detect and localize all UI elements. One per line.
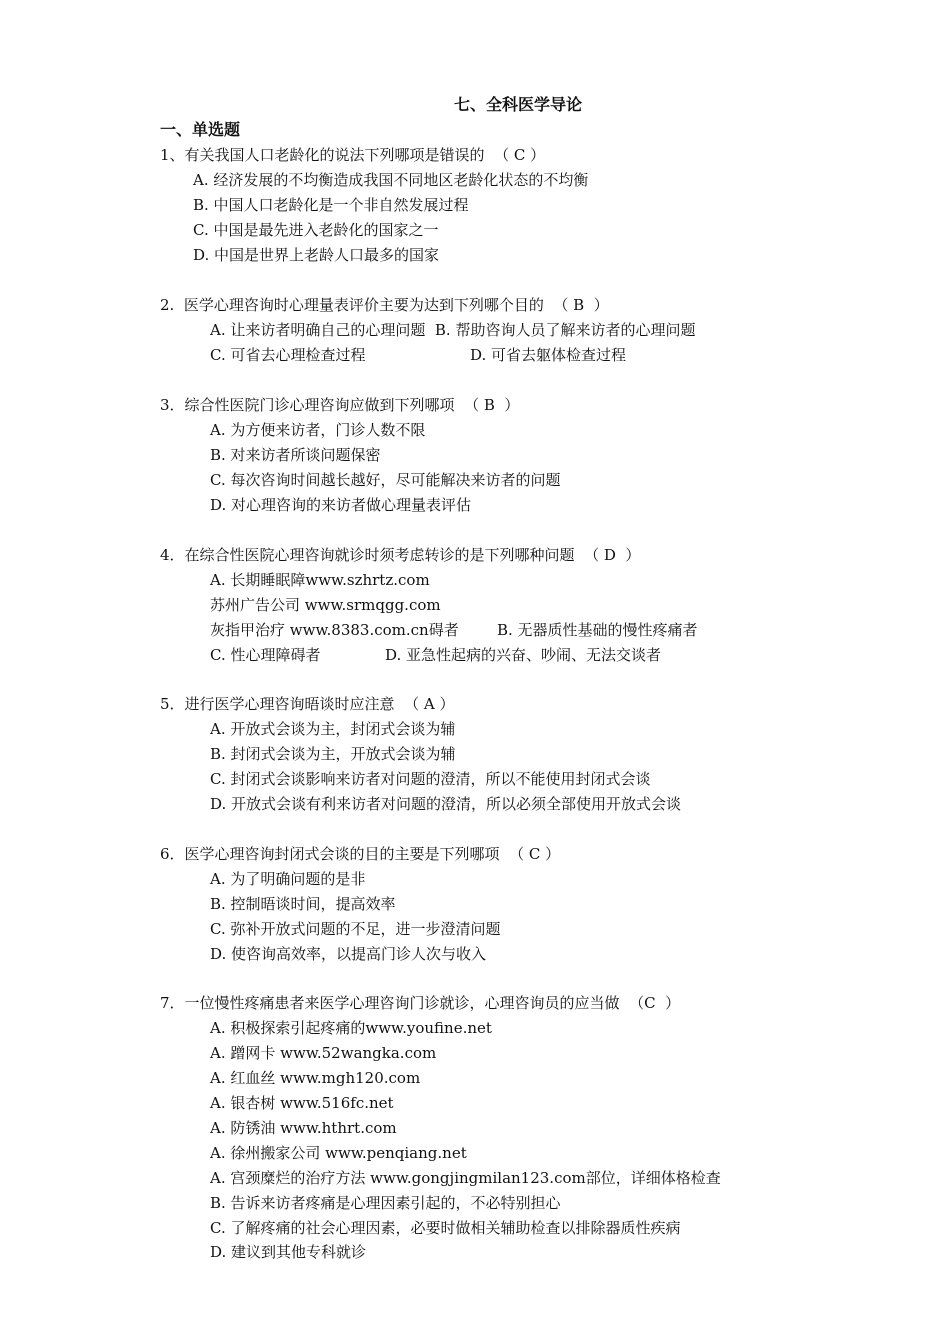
option-line: D. 中国是世界上老龄人口最多的国家 — [193, 246, 440, 264]
option-line: A. 红血丝 www.mgh120.com — [210, 1069, 421, 1087]
option-line: A. 防锈油 www.hthrt.com — [210, 1119, 397, 1137]
section-heading: 一、单选题 — [160, 120, 241, 139]
question-2: 2. 医学心理咨询时心理量表评价主要为达到下列哪个目的 （ B ） — [160, 296, 609, 314]
question-3: 3．综合性医院门诊心理咨询应做到下列哪项 （ B ） — [160, 396, 520, 414]
option-line: A. 银杏树 www.516fc.net — [210, 1094, 394, 1112]
option-line: A. 为方便来访者，门诊人数不限 — [210, 421, 426, 439]
option-line: A. 徐州搬家公司 www.penqiang.net — [210, 1144, 467, 1162]
question-7: 7．一位慢性疼痛患者来医学心理咨询门诊就诊，心理咨询员的应当做 （C ） — [160, 994, 681, 1012]
question-1: 1、有关我国人口老龄化的说法下列哪项是错误的 （ C ） — [160, 146, 546, 164]
option-line: D. 使咨询高效率，以提高门诊人次与收入 — [210, 945, 487, 963]
question-5: 5．进行医学心理咨询晤谈时应注意 （ A ） — [160, 695, 455, 713]
option-line: C. 每次咨询时间越长越好，尽可能解决来访者的问题 — [210, 471, 561, 489]
option-line: 灰指甲治疗 www.8383.com.cn碍者 — [210, 621, 459, 639]
question-4: 4．在综合性医院心理咨询就诊时须考虑转诊的是下列哪种问题 （ D ） — [160, 546, 641, 564]
option-line: C. 中国是最先进入老龄化的国家之一 — [193, 221, 439, 239]
option-line: A. 让来访者明确自己的心理问题 B. 帮助咨询人员了解来访者的心理问题 — [210, 321, 696, 339]
option-line: C. 封闭式会谈影响来访者对问题的澄清，所以不能使用封闭式会谈 — [210, 770, 651, 788]
question-6: 6．医学心理咨询封闭式会谈的目的主要是下列哪项 （ C ） — [160, 845, 561, 863]
option-line: A. 积极探索引起疼痛的www.youfine.net — [210, 1019, 492, 1037]
option-line: B. 对来访者所谈问题保密 — [210, 446, 381, 464]
option-line: B. 告诉来访者疼痛是心理因素引起的，不必特别担心 — [210, 1194, 561, 1212]
option-line: A. 蹭网卡 www.52wangka.com — [210, 1044, 437, 1062]
option-line: C. 了解疼痛的社会心理因素，必要时做相关辅助检查以排除器质性疾病 — [210, 1219, 681, 1237]
option-line: A. 开放式会谈为主，封闭式会谈为辅 — [210, 720, 456, 738]
option-line: D. 建议到其他专科就诊 — [210, 1243, 367, 1261]
option-line: D. 可省去躯体检查过程 — [470, 346, 627, 364]
option-line: B. 封闭式会谈为主，开放式会谈为辅 — [210, 745, 456, 763]
option-line: 苏州广告公司 www.srmqgg.com — [210, 596, 441, 614]
option-line: D. 开放式会谈有利来访者对问题的澄清，所以必须全部使用开放式会谈 — [210, 795, 682, 813]
option-line: D. 对心理咨询的来访者做心理量表评估 — [210, 496, 472, 514]
option-line: A. 为了明确问题的是非 — [210, 870, 366, 888]
option-line: C. 性心理障碍者 — [210, 646, 321, 664]
option-line: C. 可省去心理检查过程 — [210, 346, 366, 364]
option-line: B. 控制晤谈时间，提高效率 — [210, 895, 396, 913]
option-line: A. 宫颈糜烂的治疗方法 www.gongjingmilan123.com部位，详细体格检查 — [210, 1169, 721, 1187]
page-title: 七、全科医学导论 — [454, 95, 583, 114]
option-line: B. 中国人口老龄化是一个非自然发展过程 — [193, 196, 469, 214]
option-line: B. 无器质性基础的慢性疼痛者 — [497, 621, 698, 639]
option-line: D. 亚急性起病的兴奋、吵闹、无法交谈者 — [385, 646, 662, 664]
option-line: C. 弥补开放式问题的不足，进一步澄清问题 — [210, 920, 501, 938]
option-line: A. 经济发展的不均衡造成我国不同地区老龄化状态的不均衡 — [193, 171, 589, 189]
option-line: A. 长期睡眠障www.szhrtz.com — [210, 571, 430, 589]
